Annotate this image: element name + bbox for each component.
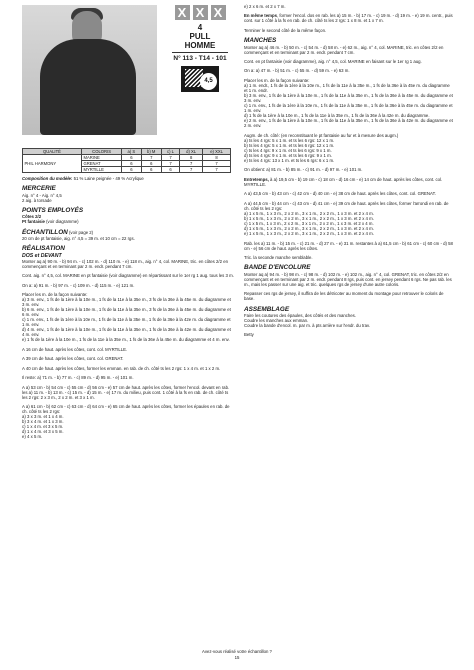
text-paragraph: Repasser ces rgs de jersey, il suffira de les détricoter au moment du montage pour retrouver le coloris de base.: [244, 291, 444, 302]
list-item: d) 1 fs de la 1ère à la 10e m., 1 fs de la 11e à la 35e m., 1 fs de la 36e à la 42e m. du diagramme.: [244, 113, 430, 119]
dos-list-item: e) 4 x 5 m.: [22, 434, 43, 440]
composition-block: [22, 176, 234, 439]
difficulty-marks: [166, 5, 234, 20]
composition-text: 51 % Laine peignée - 49 % Acrylique: [72, 176, 144, 181]
yarn-table: [22, 148, 231, 173]
list-item: e) 1 x 5 m., 1 x 3 m., 2 x 2 m., 3 x 1 m., 2 x 2 m., 1 x 3 m. et 2 x 4 m.: [244, 231, 374, 237]
yarn-quality: PHIL HARMONY: [23, 155, 82, 173]
difficulty-mark: X: [175, 5, 190, 20]
points-cotes: Côtes 2/2: [22, 214, 42, 220]
text-paragraph: Cont. en pt fantaisie (voir diagramme), aig. n° 4,5, col. MARINE en faisant sur le 1er rg 1 aug.: [244, 59, 422, 65]
text-paragraph: On obtient: a) 81 m. - b) 85 m. - c) 91 m. - d) 97 m. - e) 101 m.: [244, 167, 363, 173]
text-paragraph: Terminer le second côté de la même façon.: [244, 27, 327, 33]
points-ptfant: (voir diagramme): [44, 219, 79, 225]
pattern-number: 4: [197, 23, 203, 32]
col-header: d) XL: [180, 149, 203, 155]
text-paragraph: On a: a) 47 m. - b) 51 m. - c) 55 m. - d) 59 m. - e) 63 m.: [244, 68, 350, 74]
yarn-qty: 6: [141, 167, 161, 173]
text-paragraph: , former l'encol. dos en rab. les a) 15 m. - b) 17 m. - c) 19 m. - d) 19 m. - e) 19 m. centr., puis cont. sur 1 côté à la fs en rab. de ch. côté ts les 2 rgs: 1 x 8 m. et 1 x 7 m.: [244, 13, 453, 24]
pattern-ref: N° 113 - T14 - 101: [173, 55, 227, 62]
header-divider: [172, 52, 228, 53]
col-header: COLORIS: [81, 149, 121, 155]
yarn-color: GRENAT: [81, 161, 121, 167]
dos-paragraph: On a: a) 91 m. - b) 97 m. - c) 109 m. - d) 115 m. - e) 121 m.: [22, 282, 135, 288]
pattern-type: PULL: [189, 32, 211, 41]
text-paragraph: Monter aq a) 94 m. - b) 98 m. - c) 98 m. - d) 102 m. - e) 102 m., aig. n° 4, col. GRENAT, tric. en côtes 2/2 en commençant et en terminant par 2 m. endr. pendant 8 rgs, puis cont. en jersey pendant 6 rgs. Ne pas rab. les m., mais les passer sur une aig. et tric. quelques rgs de jersey d'une autre coloris.: [244, 271, 452, 287]
bande-title: BANDE D'ENCOLURE: [244, 264, 311, 272]
col-header: e) XXL: [203, 149, 231, 155]
text-paragraph: Coudre la bande d'encol. m. par m. à pts arrière sur l'endr. du trav.: [244, 322, 370, 328]
needle-size: 4,5: [200, 73, 217, 90]
yarn-qty: 8: [180, 155, 203, 161]
dos-list-item: e) 1 fs de la 1ère à la 10e m., 1 fs de la 11e à la 35e m., 1 fs de la 36e à la 45e m. du diagramme et 4 m. env.: [22, 337, 230, 343]
dos-paragraph: Placer les m. de la façon suivante:: [22, 292, 88, 298]
assemblage-title: ASSEMBLAGE: [244, 305, 290, 313]
dos-paragraph: A 39 cm de haut. après les côtes, cont. col. GRENAT.: [22, 356, 124, 362]
right-column: [244, 4, 454, 337]
text-paragraph: e) 2 x 6 m. et 2 x 7 m.: [244, 4, 286, 9]
list-item: d) ts les 4 rgs: 9 x 1 m. et ts les 6 rgs: 9 x 1 m.: [244, 152, 332, 158]
list-item: b) ts les 4 rgs: 5 x 1 m. et ts les 6 rgs: 12 x 1 m.: [244, 142, 335, 148]
list-item: c) 1 m. env., 1 fs de la 1ère à la 10e m., 1 fs de la 11e à la 35e m., 1 fs de la 36e à la 45e m. du diagramme et 1 m. env.: [244, 103, 453, 114]
text-paragraph: A a) 44,5 cm - b) 44 cm - c) 43 cm - d) 41 cm - e) 39 cm de haut. après les côtes, former l'arrondi en rab. de ch. côté ts les 2 rgs:: [244, 200, 449, 211]
col-header: QUALITÉ: [23, 149, 82, 155]
yarn-qty: 7: [203, 161, 231, 167]
yarn-color: MYRTILLE: [81, 167, 121, 173]
model-photo: [22, 5, 157, 135]
yarn-qty: 7: [161, 155, 179, 161]
text-paragraph: Tric. la seconde manche semblable.: [244, 255, 313, 261]
dos-paragraph: Il reste: a) 71 m. - b) 77 m. - c) 89 m. - d) 95 m. - e) 101 m.: [22, 375, 134, 381]
text-paragraph: Coudre les manches aux emman.: [244, 317, 309, 323]
yarn-qty: 7: [203, 167, 231, 173]
yarn-qty: 6: [122, 167, 141, 173]
list-item: e) ts les 4 rgs: 13 x 1 m. et ts les 6 rgs: 6 x 1 m.: [244, 158, 335, 164]
pattern-header: [166, 5, 234, 92]
photo-sweater: [40, 39, 136, 135]
list-item: a) 1 m. endr., 1 fs de la 1ère à la 10e m., 1 fs de la 11e à la 35e m., 1 fs de la 36e à la 45e m. du diagramme et 1 m. endr.: [244, 82, 450, 94]
text-paragraph: Placer les m. de la façon suivante:: [244, 77, 310, 83]
text-paragraph: Augm. de ch. côté: (en reconstituant le pt fantaisie au fur et à mesure des augm.): [244, 132, 399, 138]
yarn-qty: 6: [122, 161, 141, 167]
dos-list-item: c) 1 x 4 m. et 3 x 5 m.: [22, 424, 64, 430]
list-item: c) 1 x 5 m., 1 x 3 m., 2 x 2 m., 3 x 1 m., 2 x 2 m., 1 x 3 m. et 2 x 4 m.: [244, 221, 374, 226]
list-item: a) ts les 4 rgs: 5 x 1 m. et ts les 6 rgs: 12 x 1 m.: [244, 137, 335, 143]
dos-list-item: d) 4 m. env., 1 fs de la 1ère à la 10e m., 1 fs de la 11e à la 35e m., 1 fs de la 36e à la 42e m. du diagramme et 4 m. env.: [22, 327, 231, 338]
dos-list-item: b) 6 m. env., 1 fs de la 1ère à la 10e m., 1 fs de la 11e à la 35e m., 3 fs de la 36e à la 45e m. du diagramme et 6 m. env.: [22, 307, 231, 318]
signature: Betty: [244, 332, 254, 338]
echantillon-title: ÉCHANTILLON: [22, 228, 68, 236]
manches-title: MANCHES: [244, 37, 277, 45]
points-title: POINTS EMPLOYÉS: [22, 207, 84, 215]
dos-paragraph: Cont. aig. n° 4,5, col. MARINE en pt fantaisie (voir diagramme) en répartissant sur le 1er rg 1 aug. tous les 3 m.: [22, 273, 234, 279]
points-ptfant-label: Pt fantaisie: [22, 219, 45, 225]
difficulty-mark: X: [211, 5, 226, 20]
yarn-qty: 6: [161, 167, 179, 173]
mercerie-line: 2 aig. à torsade: [22, 197, 52, 203]
dos-list-item: b) 3 x 4 m. et 1 x 3 m.: [22, 419, 64, 425]
dos-title: DOS et DEVANT: [22, 252, 62, 259]
yarn-qty: 6: [122, 155, 141, 161]
yarn-qty: 8: [203, 155, 231, 161]
dos-paragraph: A 16 cm de haut. après les côtes, cont. col. MYRTILLE.: [22, 346, 128, 352]
mercerie-title: MERCERIE: [22, 185, 56, 193]
difficulty-mark: X: [193, 5, 208, 20]
yarn-qty: 7: [180, 167, 203, 173]
dos-list-item: d) 1 x 4 m. et 3 x 5 m.: [22, 429, 64, 435]
yarn-qty: 7: [161, 161, 179, 167]
col-header: b) M: [141, 149, 161, 155]
col-header: c) L: [161, 149, 179, 155]
text-paragraph: A a) 43,5 cm - b) 43 cm - c) 42 cm - d) 40 cm - e) 38 cm de haut. après les côtes, cont. col. GRENAT.: [244, 191, 436, 197]
composition-label: Composition du modèle:: [22, 176, 73, 181]
col-header: a) S: [122, 149, 141, 155]
text-paragraph: Faire les coutures des épaules, des côtés et des manches.: [244, 312, 357, 318]
yarn-qty: 6: [141, 161, 161, 167]
text-paragraph: Rab. les a) 11 m. - b) 15 m. - c) 21 m. - d) 27 m. - e) 31 m. restantes à a) 61,5 cm - b) 61 cm - c) 60 cm - d) 58 cm - e) 56 cm de haut. après les côtes.: [244, 240, 453, 251]
dos-paragraph: A a) 53 cm - b) 54 cm - c) 55 cm - d) 56 cm - e) 57 cm de haut. après les côtes, former l'encol. devant en rab. les a) 11 m. - b) 13 m. - c) 15 m. - d) 15 m. - e) 17 m. du milieu, puis cont. 1 côté à la fs en rab. de ch. côté ts les 2 rgs: 2 x 3 m., 2 x 2 m. et 3 x 1 m.: [22, 384, 230, 400]
dos-paragraph: A a) 61 cm - b) 62 cm - c) 63 cm - d) 64 cm - e) 65 cm de haut. après les côtes, former les épaules en rab. de ch. côté ts les 2 rgs:: [22, 404, 230, 415]
list-item: d) 1 x 5 m., 1 x 3 m., 2 x 2 m., 3 x 1 m., 2 x 2 m., 1 x 3 m. et 2 x 4 m.: [244, 226, 374, 232]
dos-list-item: c) 1 m. env., 1 fs de la 1ère à la 10e m., 1 fs de la 11e à la 35e m., 1 fs de la 36e à la 42e m. du diagramme et 1 m. env.: [22, 317, 231, 328]
dos-paragraph: A 40 cm de haut. après les côtes, former les emman. en rab. de ch. côté ts les 2 rgs: 1 x 4 m. et 1 x 2 m.: [22, 365, 221, 371]
page-number: 15: [234, 655, 240, 660]
yarn-qty: 7: [180, 161, 203, 167]
dos-paragraph: Monter aq a) 90 m. - b) 94 m. - c) 102 m. - d) 110 m. - e) 118 m., aig. n° 4, col. MARINE, tric. en côtes 2/2 en commençant et en terminant par 2 m. endr. pendant 7 cm.: [22, 258, 228, 269]
list-item: a) 1 x 5 m., 1 x 3 m., 2 x 2 m., 3 x 1 m., 2 x 2 m., 1 x 3 m. et 2 x 4 m.: [244, 210, 374, 216]
list-item: c) ts les 4 rgs: 9 x 1 m. et ts les 6 rgs: 9 x 1 m.: [244, 147, 332, 153]
echantillon-text: 20 cm de pt fantaisie, aig. n° 4,5 = 39 m. et 10 cm = 22 rgs.: [22, 236, 135, 242]
dos-list-item: a) 3 m. env., 1 fs de la 1ère à la 10e m., 1 fs de la 11e à la 35e m., 3 fs de la 36e à la 45e m. du diagramme et 3 m. env.: [22, 297, 231, 308]
realisation-title: RÉALISATION: [22, 245, 65, 253]
yarn-qty: 7: [141, 155, 161, 161]
text-paragraph: à a) 19,5 cm - b) 19 cm - c) 18 cm - d) 16 cm - e) 14 cm de haut. après les côtes, cont. col. MYRTILLE.: [244, 176, 443, 187]
dos-list-item: a) 3 x 3 m. et 1 x 4 m.: [22, 414, 64, 420]
emphasis-text: En même temps: [244, 13, 277, 19]
needle-size-icon: [181, 66, 219, 92]
text-paragraph: Monter aq a) 46 m. - b) 50 m. - c) 54 m. - d) 58 m. - e) 62 m., aig. n° 4, col. MARINE, tric. en côtes 2/2 en commençant et en terminant par 2 m. endr. pendant 7 cm.: [244, 44, 444, 55]
mercerie-line: Aig. n° 4 - Aig. n° 4,5: [22, 192, 62, 198]
list-item: e) 2 m. env., 1 fs de la 1ère à la 10e m., 1 fs de la 11e à la 35e m., 1 fs de la 36e à la 42e m. du diagramme et 2 m. env.: [244, 118, 453, 129]
list-item: b) 1 x 5 m., 1 x 3 m., 2 x 2 m., 3 x 1 m., 2 x 2 m., 1 x 3 m. et 2 x 4 m.: [244, 215, 374, 221]
pattern-gender: HOMME: [184, 41, 216, 50]
yarn-color: MARINE: [81, 155, 121, 161]
echantillon-note: (voir page 2): [67, 229, 94, 235]
emphasis-text: Entretemps,: [244, 176, 269, 182]
footer-note: Avez-vous réalisé votre échantillon ?: [202, 649, 272, 654]
list-item: b) 3 m. env., 1 fs de la 1ère à la 10e m., 1 fs de la 11e à la 35e m., 1 fs de la 36e à la 45e m. du diagramme et 3 m. env.: [244, 93, 453, 104]
